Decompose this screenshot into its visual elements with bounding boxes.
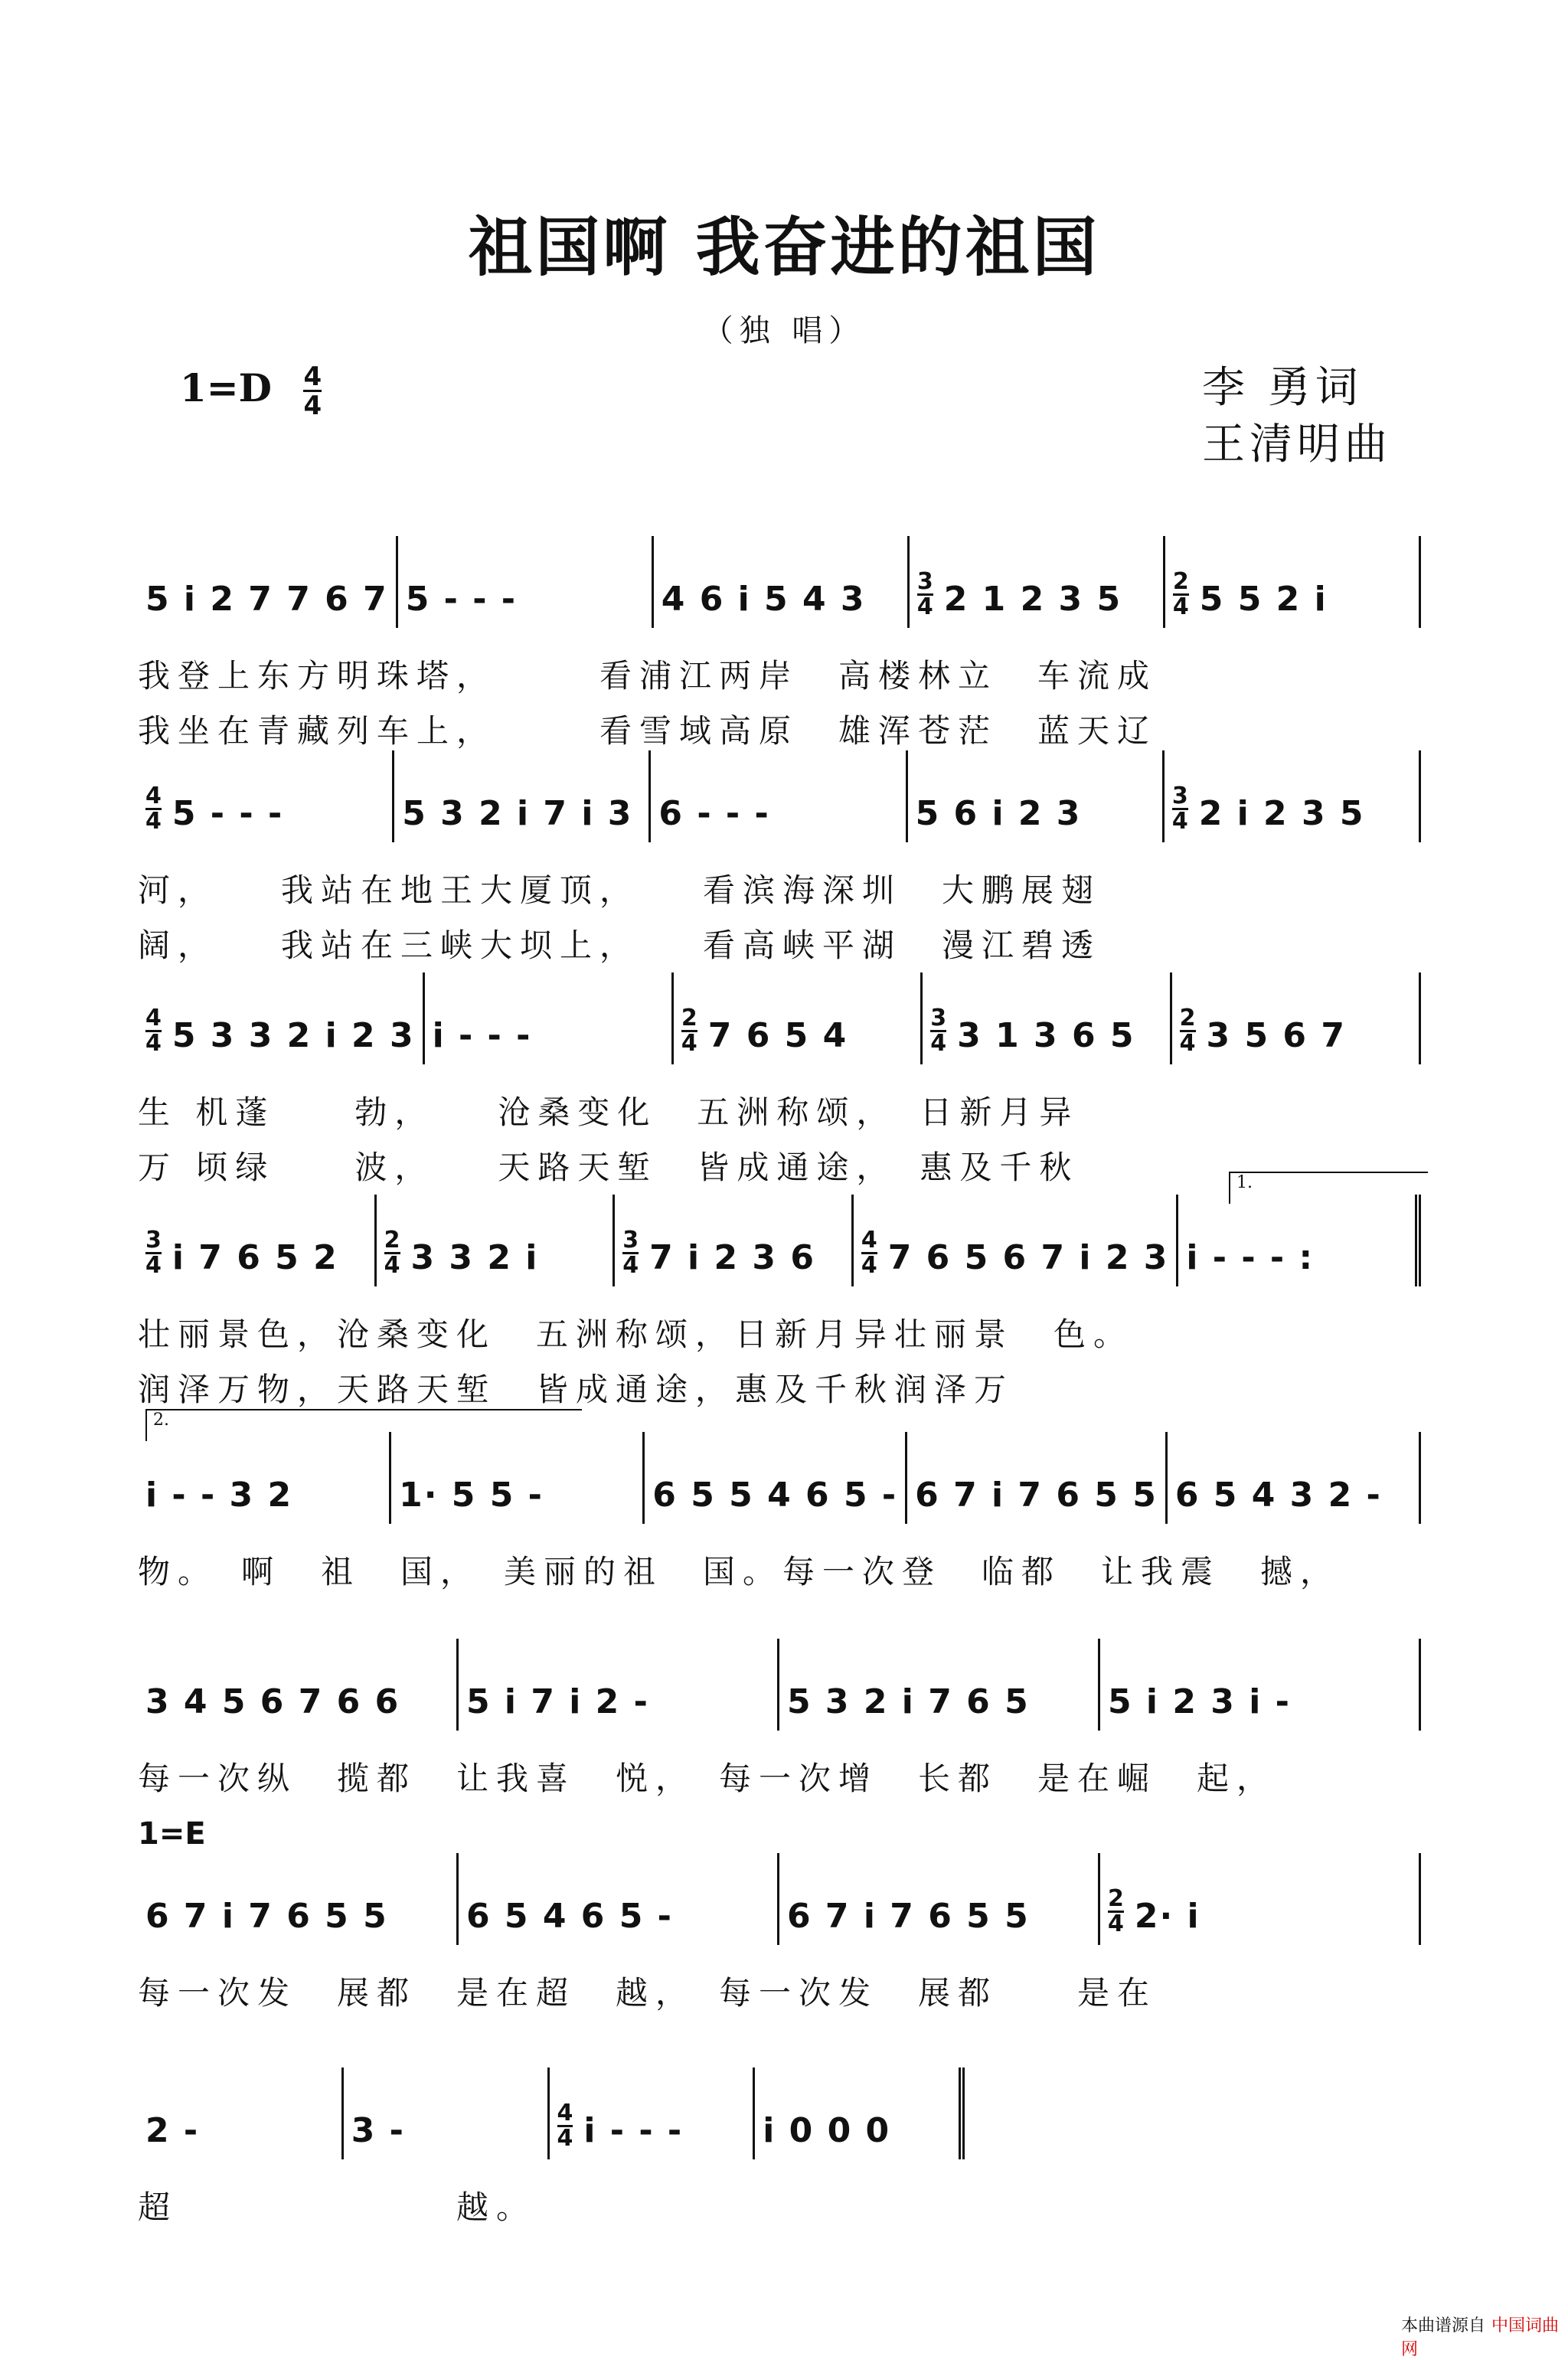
ts-denominator: 4	[681, 1030, 697, 1057]
ts-numerator: 3	[145, 1227, 162, 1254]
measure	[910, 536, 1165, 628]
score-system	[138, 1816, 1421, 2012]
credits	[1202, 360, 1392, 473]
measure-notes: i - - -	[583, 2111, 684, 2150]
ts-numerator: 4	[861, 1227, 877, 1254]
ts-denominator: 4	[1171, 808, 1188, 835]
score-system	[138, 536, 1421, 750]
measure-notes: 7 6 5 6 7 i 2 3	[887, 1238, 1169, 1277]
notation-row	[138, 1639, 1421, 1731]
measure-time-signature	[1172, 785, 1188, 833]
ts-numerator: 2	[1179, 1005, 1196, 1031]
lyric-line: 润泽万物，天路天堑 皆成通途，惠及千秋润泽万	[138, 1371, 1014, 1408]
measure-notes: 3 4 5 6 7 6 6	[145, 1682, 400, 1721]
measure	[907, 1432, 1168, 1524]
lyric-line: 每一次纵 揽都 让我喜 悦， 每一次增 长都 是在崛 起，	[138, 1760, 1277, 1797]
measure-notes: 1· 5 5 -	[399, 1476, 544, 1515]
ts-numerator: 2	[1108, 1885, 1124, 1912]
measure-notes: 6 - - -	[658, 794, 770, 833]
ts-denominator: 4	[1179, 1030, 1196, 1057]
measure-time-signature	[622, 1229, 639, 1277]
ts-denominator: 4	[384, 1252, 400, 1279]
lyric-line: 阔， 我站在三峡大坝上， 看高峡平湖 漫江碧透	[138, 927, 1102, 964]
measure-notes: 7 i 2 3 6	[649, 1238, 815, 1277]
measure-notes: 2 -	[145, 2111, 200, 2150]
measure-notes: 3 5 6 7	[1206, 1016, 1346, 1055]
measure-time-signature	[930, 1007, 946, 1055]
measure-time-signature	[145, 785, 162, 833]
measure-notes: 5 3 3 2 i 2 3	[172, 1016, 415, 1055]
time-signature	[303, 361, 322, 421]
score-system	[138, 1410, 1421, 1590]
ts-denominator: 4	[1108, 1911, 1124, 1937]
measure	[425, 972, 674, 1064]
ts-numerator: 2	[1172, 568, 1189, 595]
measure-time-signature	[681, 1007, 697, 1055]
notation-row	[138, 750, 1421, 842]
footer-source-label: 本曲谱源自	[1401, 2316, 1486, 2335]
measure-time-signature	[145, 1229, 162, 1277]
measure-notes: 2 i 2 3 5	[1198, 794, 1365, 833]
measure-notes: 2· i	[1134, 1897, 1200, 1936]
measure	[1100, 1639, 1421, 1731]
measure	[550, 2067, 756, 2159]
measure-notes: 5 - - -	[172, 794, 284, 833]
notation-row	[138, 536, 1421, 628]
ts-numerator: 3	[1171, 783, 1188, 809]
ts-denominator: 4	[145, 808, 162, 835]
ts-numerator: 2	[384, 1227, 400, 1254]
ts-denominator: 4	[1172, 593, 1189, 620]
measure	[138, 536, 398, 628]
notation-row	[138, 972, 1421, 1064]
measure	[645, 1432, 907, 1524]
measure	[1165, 536, 1421, 628]
measure-time-signature	[145, 1007, 162, 1055]
footer-site-name: 中国词曲网	[1401, 2316, 1560, 2359]
ts-numerator: 4	[145, 1005, 162, 1031]
measure-notes: i - - - :	[1186, 1238, 1315, 1277]
ts-denominator: 4	[557, 2125, 573, 2152]
measure-notes: i - - -	[432, 1016, 532, 1055]
lyric-line: 万 顷绿 波， 天路天堑 皆成通途， 惠及千秋	[138, 1149, 1080, 1186]
lyric-line: 每一次发 展都 是在超 越， 每一次发 展都 是在	[138, 1974, 1158, 2012]
measure	[854, 1195, 1179, 1286]
measure	[377, 1195, 616, 1286]
measure	[908, 750, 1165, 842]
score-system	[138, 1639, 1421, 1797]
measure	[398, 536, 654, 628]
volta-bracket: 1.	[1229, 1172, 1428, 1204]
measure	[1100, 1853, 1421, 1945]
song-title: 祖国啊 我奋进的祖国	[468, 209, 1100, 285]
ts-denominator: 4	[916, 593, 933, 620]
ts-denominator: 4	[145, 1030, 162, 1057]
score-system	[138, 750, 1421, 964]
measure-notes: 6 7 i 7 6 5 5	[915, 1476, 1158, 1515]
song-subtitle: （独 唱）	[702, 313, 866, 348]
measure-time-signature	[861, 1229, 877, 1277]
measure	[138, 1195, 377, 1286]
notation-row	[138, 1853, 1421, 1945]
measure-notes: 6 5 4 3 2 -	[1174, 1476, 1382, 1515]
lyric-line: 物。 啊 祖 国， 美丽的祖 国。每一次登 临都 让我震 撼，	[138, 1553, 1341, 1590]
measure-notes: 5 6 i 2 3	[915, 794, 1082, 833]
ts-numerator: 2	[681, 1005, 697, 1031]
measure	[138, 1639, 459, 1731]
ts-numerator: 4	[145, 783, 162, 809]
measure-notes: i - - 3 2	[145, 1476, 293, 1515]
notation-row	[138, 1432, 1421, 1524]
measure-notes: 5 3 2 i 7 i 3	[402, 794, 633, 833]
measure	[391, 1432, 645, 1524]
lyric-line: 超 越。	[138, 2188, 537, 2226]
measure	[1165, 750, 1421, 842]
measure	[138, 972, 425, 1064]
lyric-line: 我坐在青藏列车上， 看雪域高原 雄浑苍茫 蓝天辽	[138, 712, 1158, 750]
measure-notes: 5 i 7 i 2 -	[466, 1682, 649, 1721]
measure-notes: 6 5 5 4 6 5 -	[652, 1476, 898, 1515]
measure	[344, 2067, 550, 2159]
ts-denominator: 4	[622, 1252, 639, 1279]
lyric-line: 河， 我站在地王大厦顶， 看滨海深圳 大鹏展翅	[138, 871, 1102, 909]
ts-numerator: 3	[930, 1005, 947, 1031]
measure	[394, 750, 651, 842]
notation-row	[138, 1195, 1421, 1286]
measure-notes: 5 i 2 3 i -	[1108, 1682, 1291, 1721]
measure	[674, 972, 923, 1064]
measure-notes: 6 7 i 7 6 5 5	[145, 1897, 388, 1936]
measure-notes: 5 5 2 i	[1199, 580, 1328, 619]
measure	[654, 536, 910, 628]
measure-time-signature	[1180, 1007, 1196, 1055]
measure-time-signature	[557, 2102, 573, 2150]
measure-time-signature	[1108, 1885, 1124, 1937]
source-footer	[1401, 2313, 1568, 2360]
measure-notes: 3 1 3 6 5	[957, 1016, 1135, 1055]
key-label: 1=D	[180, 365, 273, 410]
time-numerator: 4	[303, 361, 322, 392]
lyricist: 李 勇词	[1202, 363, 1363, 413]
measure	[1168, 1432, 1421, 1524]
measure	[1172, 972, 1421, 1064]
measure	[459, 1853, 779, 1945]
measure-time-signature	[1173, 570, 1189, 619]
measure-notes: 5 - - -	[405, 580, 518, 619]
ts-numerator: 4	[557, 2100, 573, 2126]
lyric-line: 我登上东方明珠塔， 看浦江两岸 高楼林立 车流成	[138, 657, 1158, 695]
measure-notes: 6 7 i 7 6 5 5	[787, 1897, 1030, 1936]
measure-notes: 5 i 2 7 7 6 7	[145, 580, 388, 619]
ts-denominator: 4	[861, 1252, 877, 1279]
score-system	[138, 1173, 1421, 1408]
measure	[138, 1853, 459, 1945]
measure-notes: 3 3 2 i	[410, 1238, 539, 1277]
ts-numerator: 3	[622, 1227, 639, 1254]
measure	[923, 972, 1171, 1064]
key-change: 1=E	[138, 1816, 206, 1852]
measure	[615, 1195, 854, 1286]
measure-notes: 6 5 4 6 5 -	[466, 1897, 673, 1936]
ts-numerator: 3	[916, 568, 933, 595]
measure-notes: i 7 6 5 2	[172, 1238, 338, 1277]
measure-time-signature	[917, 570, 933, 619]
measure	[1178, 1195, 1421, 1286]
volta-bracket: 2.	[145, 1409, 582, 1441]
score-system	[138, 972, 1421, 1186]
notation-row	[138, 2067, 965, 2159]
measure-notes: 4 6 i 5 4 3	[661, 580, 866, 619]
key-signature	[180, 361, 322, 421]
lyric-line: 壮丽景色，沧桑变化 五洲称颂，日新月异壮丽景 色。	[138, 1316, 1134, 1353]
measure	[138, 750, 394, 842]
measure-time-signature	[384, 1229, 400, 1277]
score-system	[138, 2067, 965, 2226]
measure	[779, 1853, 1100, 1945]
measure-notes: 3 -	[351, 2111, 405, 2150]
measure-notes: i 0 0 0	[763, 2111, 891, 2150]
measure	[138, 2067, 344, 2159]
measure	[459, 1639, 779, 1731]
measure	[651, 750, 907, 842]
time-denominator: 4	[303, 391, 322, 421]
ts-denominator: 4	[145, 1252, 162, 1279]
composer: 王清明曲	[1202, 420, 1392, 469]
measure	[779, 1639, 1100, 1731]
lyric-line: 生 机蓬 勃， 沧桑变化 五洲称颂， 日新月异	[138, 1093, 1080, 1131]
measure-notes: 7 6 5 4	[707, 1016, 848, 1055]
measure	[138, 1432, 391, 1524]
ts-denominator: 4	[930, 1030, 947, 1057]
measure-notes: 5 3 2 i 7 6 5	[787, 1682, 1030, 1721]
measure	[755, 2067, 965, 2159]
measure-notes: 2 1 2 3 5	[943, 580, 1122, 619]
